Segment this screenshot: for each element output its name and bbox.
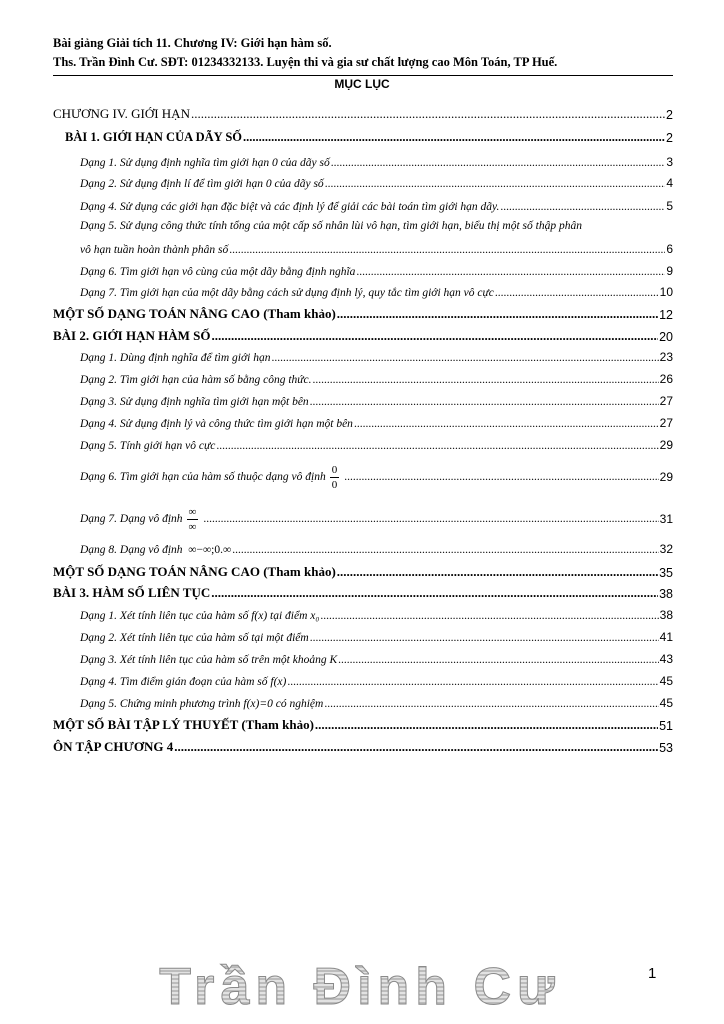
toc-page-number: 27 xyxy=(659,416,673,430)
toc-entry-title: MỘT SỐ DẠNG TOÁN NÂNG CAO (Tham khảo) xyxy=(53,306,336,321)
toc-page-number: 20 xyxy=(659,330,673,344)
toc-entry-title: Dạng 6. Tìm giới hạn của hàm số thuộc dạng vô định xyxy=(80,471,326,483)
page-number: 1 xyxy=(648,965,657,982)
toc-leader xyxy=(174,739,658,755)
fraction-inf-over-inf: $\frac{\infty}{\infty}$ xyxy=(188,505,197,533)
toc-leader xyxy=(211,328,658,344)
toc-page-number: 26 xyxy=(659,372,673,386)
toc-entry-title: Dạng 5. Sử dụng công thức tính tổng của một cấp số nhân lùi vô hạn, tìm giới hạn, biểu thị một số thập phân xyxy=(80,220,582,232)
toc-entry-title: Dạng 7. Dạng vô định xyxy=(80,513,183,525)
toc-entry-title: BÀI 2. GIỚI HẠN HÀM SỐ xyxy=(53,328,211,343)
toc-entry[interactable] xyxy=(53,306,673,322)
toc-leader xyxy=(313,374,659,386)
toc-page-number: 9 xyxy=(666,264,673,278)
toc-entry[interactable] xyxy=(80,502,673,536)
toc-leader xyxy=(216,440,658,452)
toc-title: MỤC LỤC xyxy=(334,77,390,91)
toc-entry-title: Dạng 5. Tính giới hạn vô cực xyxy=(80,440,216,452)
toc-leader xyxy=(310,632,659,644)
toc-page-number: 10 xyxy=(659,285,673,299)
toc-entry[interactable] xyxy=(53,717,673,733)
header-divider xyxy=(53,75,673,76)
toc-page-number: 51 xyxy=(659,719,673,733)
toc-page-number: 4 xyxy=(666,176,673,190)
toc-leader xyxy=(320,610,658,622)
toc-leader xyxy=(325,178,666,190)
toc-leader xyxy=(337,564,658,580)
toc-entry-title: Dạng 2. Sử dụng định lí để tìm giới hạn 0 của dãy số xyxy=(80,178,324,190)
toc-entry[interactable] xyxy=(80,696,673,710)
toc-page-number: 3 xyxy=(666,155,673,169)
toc-entry[interactable] xyxy=(65,130,673,145)
toc-entry[interactable] xyxy=(80,155,673,169)
toc-page-number: 43 xyxy=(659,652,673,666)
toc-entry[interactable] xyxy=(80,285,673,299)
toc-entry-title: Dạng 1. Xét tính liên tục của hàm số f(x) tại điểm x₀ xyxy=(80,610,320,622)
toc-entry-continued[interactable] xyxy=(80,220,673,232)
toc-entry-math: ∞−∞;0.∞ xyxy=(188,544,232,556)
toc-page-number: 45 xyxy=(659,696,673,710)
toc-entry[interactable] xyxy=(53,328,673,344)
header-line-1: Bài giảng Giải tích 11. Chương IV: Giới hạn hàm số. xyxy=(53,36,332,50)
toc-entry-title: Dạng 7. Tìm giới hạn của một dãy bằng cách sử dụng định lý, quy tắc tìm giới hạn vô cực xyxy=(80,287,494,299)
toc-entry-title: ÔN TẬP CHƯƠNG 4 xyxy=(53,739,174,754)
toc-entry-title: Dạng 4. Sử dụng định lý và công thức tìm giới hạn một bên xyxy=(80,418,353,430)
toc-leader xyxy=(356,266,665,278)
toc-leader xyxy=(331,157,666,169)
toc-page-number: 2 xyxy=(666,131,673,145)
toc-leader xyxy=(229,244,665,256)
toc-entry-title: Dạng 2. Tìm giới hạn của hàm số bằng công thức. xyxy=(80,374,312,386)
toc-page-number: 38 xyxy=(659,587,673,601)
toc-leader xyxy=(354,418,659,430)
toc-leader xyxy=(495,287,659,299)
toc-page-number: 53 xyxy=(659,741,673,755)
toc-entry[interactable] xyxy=(80,542,673,556)
toc-leader xyxy=(337,306,658,322)
page-header xyxy=(53,34,673,72)
toc-leader xyxy=(287,676,658,688)
toc-entry[interactable] xyxy=(80,176,673,190)
toc-page-number: 27 xyxy=(659,394,673,408)
toc-entry-title: Dạng 1. Dùng định nghĩa để tìm giới hạn xyxy=(80,352,271,364)
toc-entry[interactable] xyxy=(53,739,673,755)
toc-entry[interactable] xyxy=(80,350,673,364)
toc-entry-title: Dạng 8. Dạng vô định xyxy=(80,544,183,556)
toc-entry-title: Dạng 3. Sử dụng định nghĩa tìm giới hạn một bên xyxy=(80,396,309,408)
toc-entry[interactable] xyxy=(80,264,673,278)
toc-page-number: 32 xyxy=(659,542,673,556)
toc-entry-title: BÀI 3. HÀM SỐ LIÊN TỤC xyxy=(53,585,211,600)
toc-page-number: 35 xyxy=(659,566,673,580)
toc-leader xyxy=(191,106,665,122)
toc-page-number: 5 xyxy=(666,199,673,213)
toc-page-number: 31 xyxy=(659,512,673,526)
toc-page-number: 12 xyxy=(659,308,673,322)
toc-entry-title: Dạng 3. Xét tính liên tục của hàm số trên một khoảng K xyxy=(80,654,338,666)
toc-leader xyxy=(500,201,665,213)
toc-page-number: 23 xyxy=(659,350,673,364)
toc-page-number: 29 xyxy=(659,438,673,452)
toc-leader xyxy=(211,585,658,601)
toc-entry[interactable] xyxy=(80,652,673,666)
toc-entry-title: Dạng 4. Tìm điểm gián đoạn của hàm số f(x) xyxy=(80,676,287,688)
toc-entry-title: Dạng 5. Chứng minh phương trình f(x)=0 có nghiệm xyxy=(80,698,324,710)
fraction-zero-over-zero: $\frac{0}{0}$ xyxy=(331,463,338,491)
toc-page-number: 45 xyxy=(659,674,673,688)
toc-entry[interactable] xyxy=(80,460,673,494)
toc-leader xyxy=(310,396,659,408)
toc-page-number: 6 xyxy=(666,242,673,256)
toc-page-number: 41 xyxy=(659,630,673,644)
author-logo-text: Trần Đình Cư xyxy=(159,958,561,1014)
toc-entry-title: Dạng 2. Xét tính liên tục của hàm số tại một điểm xyxy=(80,632,309,644)
toc-page-number: 38 xyxy=(659,608,673,622)
toc-leader xyxy=(243,130,665,145)
toc-entry[interactable] xyxy=(80,608,673,622)
toc-entry-title: MỘT SỐ BÀI TẬP LÝ THUYẾT (Tham khảo) xyxy=(53,717,314,732)
toc-leader xyxy=(271,352,658,364)
toc-leader xyxy=(315,717,658,733)
toc-entry[interactable] xyxy=(80,630,673,644)
toc-entry[interactable] xyxy=(53,564,673,580)
toc-entry[interactable] xyxy=(53,585,673,601)
toc-entry[interactable] xyxy=(53,106,673,122)
toc-entry[interactable] xyxy=(80,199,673,213)
toc-entry[interactable] xyxy=(80,394,673,408)
toc-entry-title: Dạng 6. Tìm giới hạn vô cùng của một dãy bằng định nghĩa xyxy=(80,266,356,278)
toc-leader xyxy=(324,698,658,710)
toc-entry-title-cont: vô hạn tuần hoàn thành phân số xyxy=(80,244,229,256)
toc-leader xyxy=(203,513,658,525)
header-line-2: Ths. Trần Đình Cư. SĐT: 01234332133. Luyện thi và gia sư chất lượng cao Môn Toán, TP Huế. xyxy=(53,55,558,69)
toc-entry-title: Dạng 4. Sử dụng các giới hạn đặc biệt và các định lý để giải các bài toán tìm giới hạn dãy. xyxy=(80,201,500,213)
toc-entry[interactable] xyxy=(80,416,673,430)
toc-entry[interactable] xyxy=(80,438,673,452)
toc-entry[interactable] xyxy=(80,242,673,256)
toc-entry[interactable] xyxy=(80,674,673,688)
author-logo xyxy=(140,950,580,1014)
toc-leader xyxy=(338,654,659,666)
toc-leader xyxy=(232,544,658,556)
toc-entry-title: BÀI 1. GIỚI HẠN CỦA DÃY SỐ xyxy=(65,130,242,144)
toc-leader xyxy=(344,471,658,483)
toc-entry-title: MỘT SỐ DẠNG TOÁN NÂNG CAO (Tham khảo) xyxy=(53,564,336,579)
toc-entry-title: Dạng 1. Sử dụng định nghĩa tìm giới hạn 0 của dãy số xyxy=(80,157,330,169)
toc-page-number: 2 xyxy=(666,108,673,122)
toc-page-number: 29 xyxy=(659,470,673,484)
toc-entry-title: CHƯƠNG IV. GIỚI HẠN xyxy=(53,106,190,121)
toc-entry[interactable] xyxy=(80,372,673,386)
